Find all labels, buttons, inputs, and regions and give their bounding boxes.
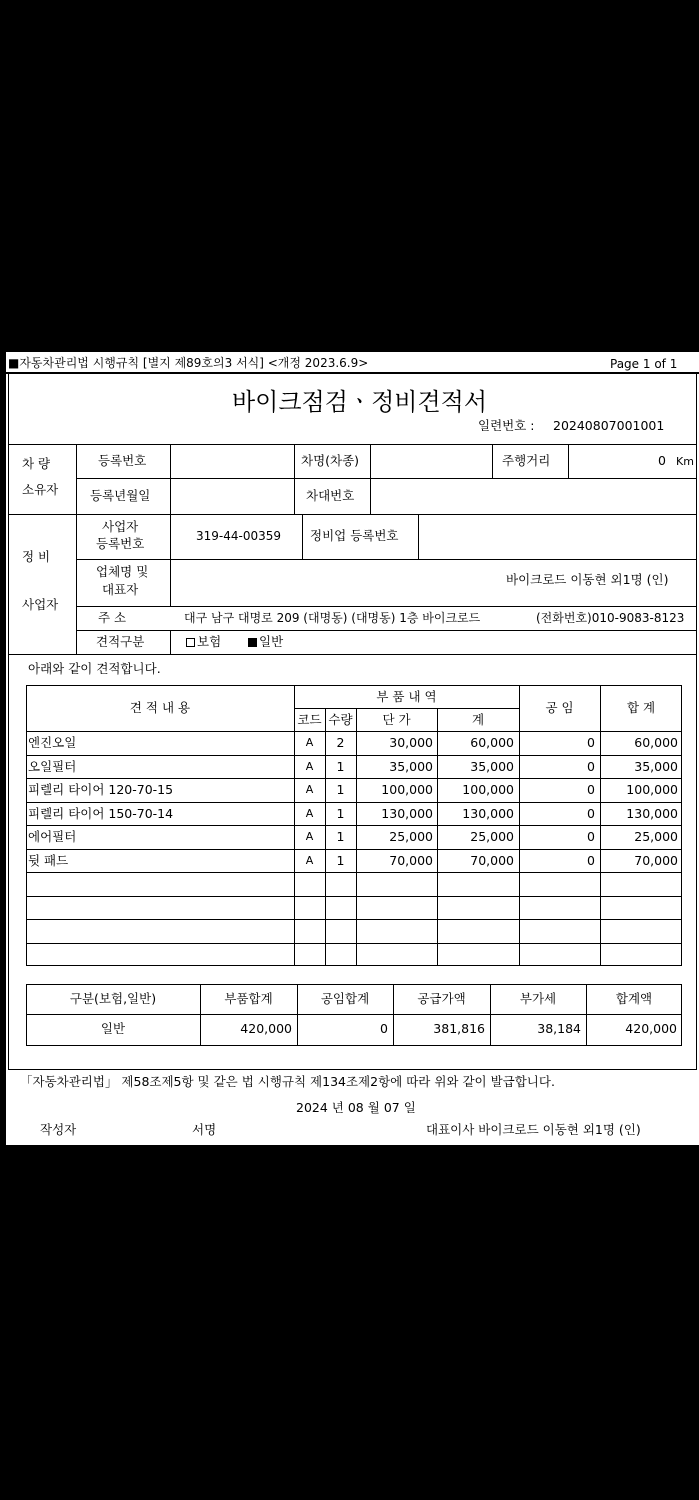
- registration-number-label: 등록번호: [98, 453, 147, 468]
- business-number-label-2: 등록번호: [96, 536, 145, 551]
- address-value: 대구 남구 대명로 209 (대명동) (대명동) 1층 바이크로드: [184, 611, 481, 625]
- col-header-description: 견 적 내 용: [129, 700, 191, 715]
- cell-desc: 피렐리 타이어 120-70-15: [28, 782, 174, 797]
- estimate-document: [6, 352, 699, 1147]
- summary-value: 일반: [100, 1021, 126, 1036]
- estimate-type-label: 견적구분: [96, 634, 145, 649]
- row-divider: [26, 825, 682, 826]
- repair-registration-label: 정비업 등록번호: [310, 528, 399, 543]
- document-title: 바이크점검ㆍ정비견적서: [232, 388, 488, 416]
- representative-signature: 대표이사 바이크로드 이동현 외1명 (인): [426, 1122, 641, 1137]
- cell-total: 35,000: [634, 759, 678, 774]
- cell-total: 100,000: [626, 782, 678, 797]
- company-name-label-2: 대표자: [102, 582, 139, 597]
- page-indicator: Page 1 of 1: [610, 357, 678, 371]
- business-number-value: 319-44-00359: [196, 529, 282, 543]
- repair-section-label: 정 비: [22, 549, 51, 564]
- cell-unit-price: 130,000: [381, 806, 433, 821]
- summary-value: 0: [380, 1021, 388, 1036]
- business-number-label-1: 사업자: [102, 519, 139, 534]
- cell-total: 25,000: [634, 829, 678, 844]
- summary-header: 공임합계: [320, 991, 370, 1006]
- row-divider: [26, 943, 682, 944]
- cell-labor: 0: [587, 735, 595, 750]
- cell-labor: 0: [587, 806, 595, 821]
- issue-year: 2024: [296, 1100, 328, 1115]
- business-section-label: 사업자: [22, 597, 59, 612]
- row-divider: [26, 778, 682, 779]
- summary-header: 부가세: [519, 991, 557, 1006]
- option-general: [248, 634, 283, 650]
- cell-qty: 1: [336, 782, 345, 797]
- col-header-quantity: 수량: [328, 712, 353, 727]
- summary-header: 공급가액: [417, 991, 466, 1006]
- address-label: 주 소: [98, 610, 127, 625]
- cell-desc: 오일필터: [28, 759, 77, 774]
- mileage-label: 주행거리: [502, 453, 551, 468]
- cell-code: A: [305, 736, 314, 749]
- summary-header: 합계액: [615, 991, 653, 1006]
- cell-code: A: [305, 830, 314, 843]
- cell-desc: 뒷 패드: [28, 853, 69, 868]
- phone-value: (전화번호)010-9083-8123: [536, 611, 685, 625]
- cell-code: A: [305, 807, 314, 820]
- intro-text: 아래와 같이 견적합니다.: [28, 661, 161, 676]
- cell-amount: 70,000: [470, 853, 514, 868]
- cell-qty: 1: [336, 759, 345, 774]
- row-divider: [26, 919, 682, 920]
- summary-header: 부품합계: [224, 991, 273, 1006]
- registration-date-label: 등록년월일: [90, 488, 151, 503]
- legal-text: 「자동차관리법」 제58조제5항 및 같은 법 시행규칙 제134조제2항에 따라 위와 같이 발급합니다.: [20, 1074, 555, 1089]
- cell-qty: 1: [336, 806, 345, 821]
- issue-day-unit: 일: [403, 1100, 416, 1115]
- cell-desc: 엔진오일: [28, 735, 77, 750]
- issue-month: 08: [347, 1100, 364, 1115]
- col-header-total: 합 계: [626, 700, 656, 715]
- cell-amount: 25,000: [470, 829, 514, 844]
- vin-label: 차대번호: [306, 488, 355, 503]
- issue-month-unit: 월: [367, 1100, 380, 1115]
- cell-desc: 에어필터: [28, 829, 77, 844]
- insurance-checkbox: [186, 638, 195, 647]
- vehicle-section-label: 차 량: [22, 456, 51, 471]
- cell-code: A: [305, 760, 314, 773]
- summary-value: 381,816: [433, 1021, 485, 1036]
- row-divider: [26, 755, 682, 756]
- general-checkbox: [248, 638, 257, 647]
- summary-value: 38,184: [537, 1021, 581, 1036]
- cell-labor: 0: [587, 759, 595, 774]
- cell-amount: 100,000: [462, 782, 514, 797]
- form-reference: ■자동차관리법 시행규칙 [별지 제89호의3 서식] <개정 2023.6.9>: [8, 356, 369, 370]
- cell-amount: 130,000: [462, 806, 514, 821]
- col-header-parts: 부 품 내 역: [376, 689, 437, 704]
- cell-code: A: [305, 783, 314, 796]
- summary-value: 420,000: [625, 1021, 677, 1036]
- cell-unit-price: 25,000: [389, 829, 433, 844]
- cell-qty: 2: [336, 735, 345, 750]
- cell-amount: 35,000: [470, 759, 514, 774]
- mileage-unit: Km: [676, 455, 694, 468]
- company-name-label-1: 업체명 및: [96, 564, 149, 579]
- cell-qty: 1: [336, 853, 345, 868]
- row-divider: [26, 849, 682, 850]
- vehicle-model-label: 차명(차종): [301, 453, 360, 468]
- cell-labor: 0: [587, 829, 595, 844]
- cell-amount: 60,000: [470, 735, 514, 750]
- summary-header: 구분(보험,일반): [69, 991, 157, 1006]
- cell-qty: 1: [336, 829, 345, 844]
- col-header-unit-price: 단 가: [382, 712, 411, 727]
- cell-labor: 0: [587, 782, 595, 797]
- summary-value: 420,000: [240, 1021, 292, 1036]
- cell-unit-price: 30,000: [389, 735, 433, 750]
- row-divider: [26, 802, 682, 803]
- issue-date: [296, 1100, 416, 1116]
- col-header-code: 코드: [297, 712, 322, 727]
- cell-code: A: [305, 854, 314, 867]
- signature-label: 서명: [192, 1122, 217, 1137]
- author-label: 작성자: [40, 1122, 77, 1137]
- row-divider: [26, 872, 682, 873]
- cell-labor: 0: [587, 853, 595, 868]
- insurance-option-label: 보험: [197, 634, 222, 649]
- general-option-label: 일반: [259, 634, 284, 649]
- issue-year-unit: 년: [331, 1100, 344, 1115]
- owner-section-label: 소유자: [22, 482, 59, 497]
- cell-unit-price: 35,000: [389, 759, 433, 774]
- cell-unit-price: 70,000: [389, 853, 433, 868]
- cell-unit-price: 100,000: [381, 782, 433, 797]
- issue-day: 07: [383, 1100, 400, 1115]
- row-divider: [26, 896, 682, 897]
- cell-total: 130,000: [626, 806, 678, 821]
- company-name-value: 바이크로드 이동현 외1명 (인): [506, 572, 669, 587]
- option-insurance: [186, 634, 221, 650]
- col-header-labor: 공 임: [545, 700, 574, 715]
- cell-total: 70,000: [634, 853, 678, 868]
- cell-total: 60,000: [634, 735, 678, 750]
- serial-label: 일련번호 :: [478, 418, 535, 433]
- col-header-amount: 계: [471, 712, 485, 727]
- mileage-value: 0: [658, 453, 666, 468]
- cell-desc: 피렐리 타이어 150-70-14: [28, 806, 174, 821]
- serial-number: 20240807001001: [553, 418, 665, 433]
